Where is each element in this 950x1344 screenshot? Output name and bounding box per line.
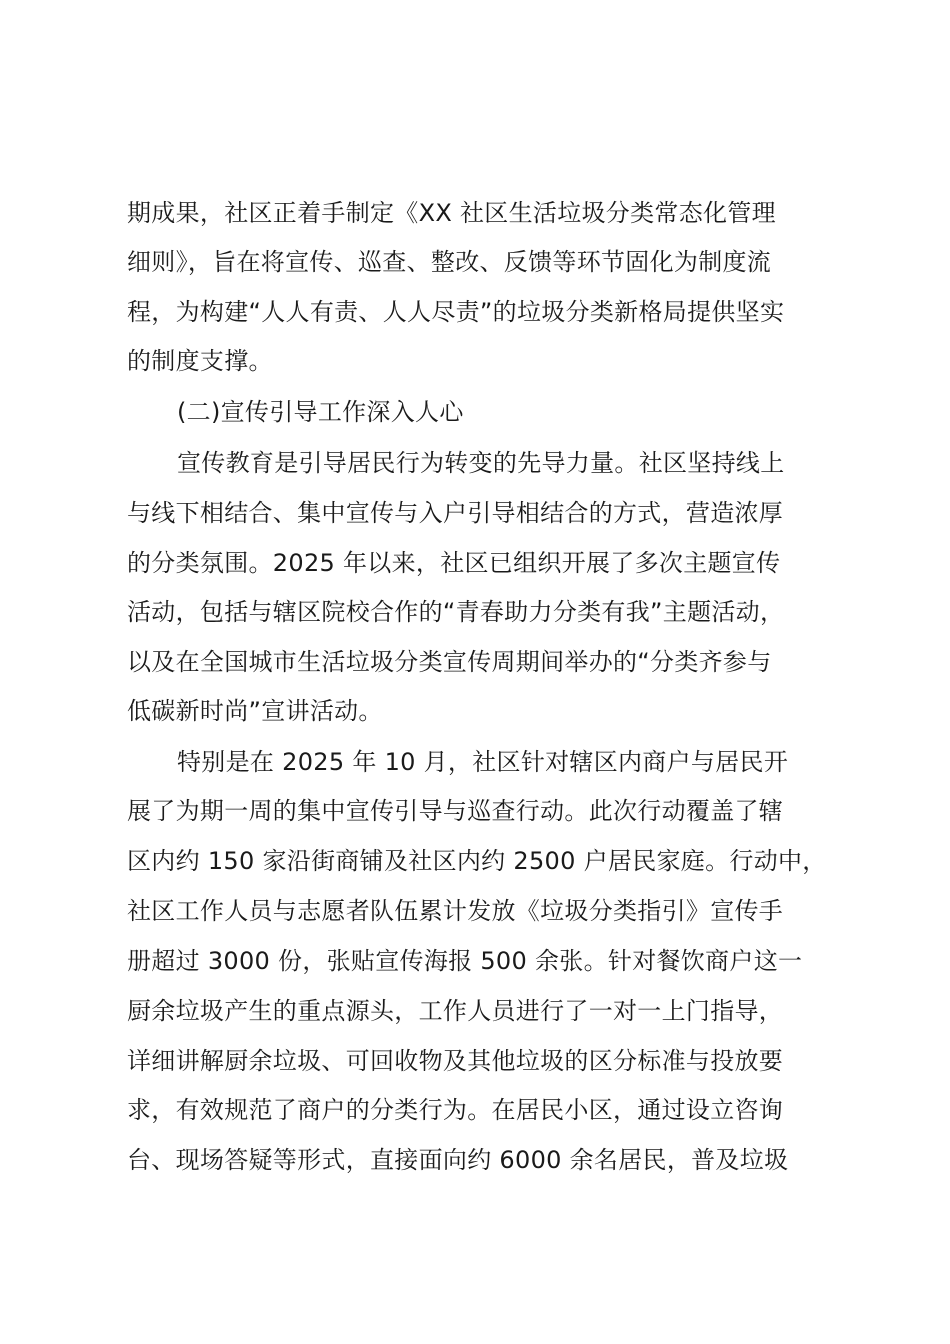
- paragraph-line: 的分类氛围。2025 年以来，社区已组织开展了多次主题宣传: [127, 549, 781, 577]
- paragraph-line: 册超过 3000 份，张贴宣传海报 500 余张。针对餐饮商户这一: [127, 947, 803, 975]
- paragraph-line: 展了为期一周的集中宣传引导与巡查行动。此次行动覆盖了辖: [127, 797, 784, 825]
- paragraph-line: 区内约 150 家沿街商铺及社区内约 2500 户居民家庭。行动中，: [127, 847, 827, 875]
- paragraph-line: 细则》，旨在将宣传、巡查、整改、反馈等环节固化为制度流: [127, 248, 772, 276]
- paragraph-line: 宣传教育是引导居民行为转变的先导力量。社区坚持线上: [177, 449, 785, 477]
- paragraph-line: 期成果，社区正着手制定《XX 社区生活垃圾分类常态化管理: [127, 199, 776, 227]
- paragraph-line: 详细讲解厨余垃圾、可回收物及其他垃圾的区分标准与投放要: [127, 1047, 784, 1075]
- paragraph-line: 特别是在 2025 年 10 月，社区针对辖区内商户与居民开: [177, 748, 789, 776]
- paragraph-line: 程，为构建“人人有责、人人尽责”的垃圾分类新格局提供坚实: [127, 298, 785, 326]
- paragraph-line: 台、现场答疑等形式，直接面向约 6000 余名居民，普及垃圾: [127, 1146, 789, 1174]
- paragraph-line: 以及在全国城市生活垃圾分类宣传周期间举办的“分类齐参与: [127, 648, 772, 676]
- paragraph-line: 的制度支撑。: [127, 347, 273, 375]
- paragraph-line: 求，有效规范了商户的分类行为。在居民小区，通过设立咨询: [127, 1096, 784, 1124]
- section-heading: (二)宣传引导工作深入人心: [177, 398, 464, 426]
- paragraph-line: 社区工作人员与志愿者队伍累计发放《垃圾分类指引》宣传手: [127, 897, 784, 925]
- paragraph-line: 与线下相结合、集中宣传与入户引导相结合的方式，营造浓厚: [127, 499, 784, 527]
- paragraph-line: 低碳新时尚”宣讲活动。: [127, 697, 383, 725]
- paragraph-line: 活动，包括与辖区院校合作的“青春助力分类有我”主题活动，: [127, 598, 785, 626]
- paragraph-line: 厨余垃圾产生的重点源头，工作人员进行了一对一上门指导，: [127, 997, 784, 1025]
